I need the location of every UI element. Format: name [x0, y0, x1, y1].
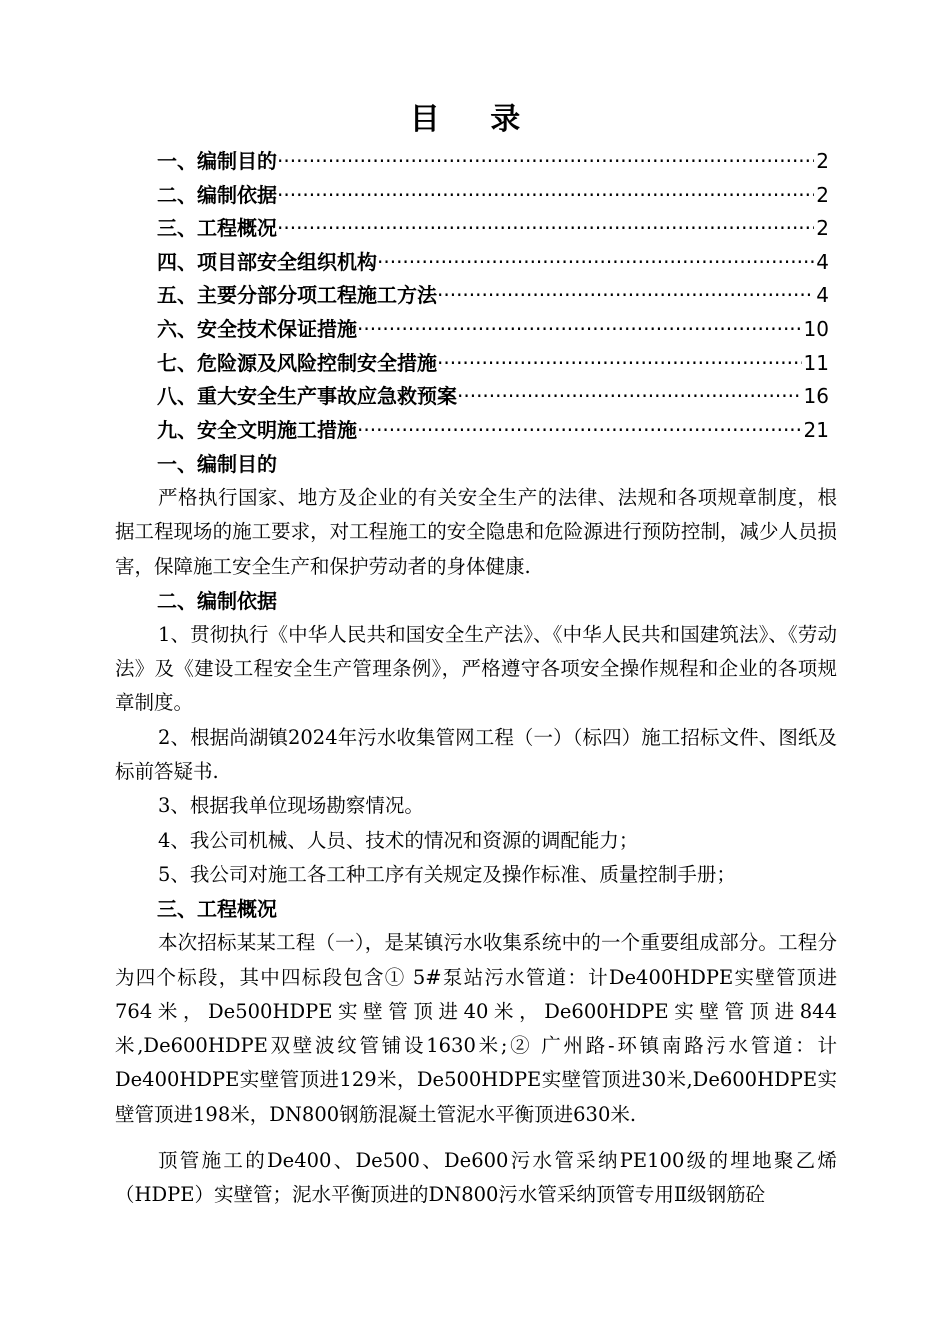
paragraph: 5、我公司对施工各工种工序有关规定及操作标准、质量控制手册；: [158, 862, 736, 886]
toc-leader-dots: [357, 313, 802, 347]
toc-entry[interactable]: [157, 246, 829, 280]
toc-entry-page: 2: [816, 182, 829, 207]
toc-entry-page: 10: [803, 316, 829, 341]
toc-entry[interactable]: [157, 380, 829, 414]
toc-entry-label: 七、危险源及风险控制安全措施: [157, 350, 437, 375]
paragraph: 本次招标某某工程（一），是某镇污水收集系统中的一个重要组成部分。工程分为四个标段，其中四标段包含① 5#泵站污水管道：计De400HDPE实壁管顶进764米，De500HDPE实壁管顶进40米，De600HDPE实壁管顶进844米,De600HDPE双壁波纹管铺设1630米;② 广州路-环镇南路污水管道：计De400HDPE实壁管顶进129米，De500HDPE实壁管顶进30米,De600HDPE实壁管顶进198米，DN800钢筋混凝土管泥水平衡顶进630米.: [115, 931, 837, 1126]
toc-entry-page: 16: [803, 384, 829, 409]
toc-entry-page: 2: [816, 216, 829, 241]
toc-entry[interactable]: [157, 347, 829, 381]
paragraph: 2、根据尚湖镇2024年污水收集管网工程（一）（标四）施工招标文件、图纸及标前答疑书.: [115, 725, 837, 784]
toc-leader-dots: [457, 380, 802, 414]
toc-entry[interactable]: [157, 179, 829, 213]
toc-entry-page: 11: [803, 350, 829, 375]
toc-entry[interactable]: [157, 414, 829, 448]
toc-entry-label: 三、工程概况: [157, 216, 277, 241]
toc-entry[interactable]: [157, 279, 829, 313]
toc-entry-label: 八、重大安全生产事故应急救预案: [157, 384, 457, 409]
toc-leader-dots: [277, 145, 814, 179]
paragraph: 严格执行国家、地方及企业的有关安全生产的法律、法规和各项规章制度，根据工程现场的施工要求，对工程施工的安全隐患和危险源进行预防控制，减少人员损害，保障施工安全生产和保护劳动者的身体健康.: [115, 486, 837, 578]
paragraph: 顶管施工的De400、De500、De600污水管采纳PE100级的埋地聚乙烯（HDPE）实壁管；泥水平衡顶进的DN800污水管采纳顶管专用Ⅱ级钢筋砼: [115, 1149, 837, 1207]
toc-entry-label: 一、编制目的: [157, 149, 277, 173]
table-of-contents: [157, 145, 829, 447]
toc-entry-page: 4: [816, 283, 829, 308]
toc-leader-dots: [377, 246, 814, 280]
toc-entry-label: 五、主要分部分项工程施工方法: [157, 283, 437, 308]
section-heading: 一、编制目的: [157, 452, 277, 476]
section-heading: 二、编制依据: [157, 588, 277, 613]
toc-entry-label: 四、项目部安全组织机构: [157, 249, 377, 274]
toc-leader-dots: [437, 279, 814, 313]
toc-entry-page: 21: [803, 417, 829, 442]
toc-entry-page: 2: [816, 149, 829, 173]
toc-entry[interactable]: [157, 145, 829, 179]
toc-entry-page: 4: [816, 249, 829, 274]
toc-leader-dots: [277, 212, 814, 246]
toc-entry-label: 二、编制依据: [157, 182, 277, 207]
paragraph: 4、我公司机械、人员、技术的情况和资源的调配能力；: [158, 828, 639, 852]
toc-entry-label: 九、安全文明施工措施: [157, 417, 357, 442]
paragraph: 1、贯彻执行《中华人民共和国安全生产法》、《中华人民共和国建筑法》、《劳动法》及《建设工程安全生产管理条例》，严格遵守各项安全操作规程和企业的各项规章制度。: [115, 622, 837, 715]
toc-title: 目 录: [409, 102, 541, 137]
toc-entry-label: 六、安全技术保证措施: [157, 316, 357, 341]
toc-entry[interactable]: [157, 212, 829, 246]
document-body: [115, 447, 837, 1213]
toc-leader-dots: [357, 414, 802, 448]
section-heading: 三、工程概况: [157, 897, 277, 922]
paragraph: 3、根据我单位现场勘察情况。: [158, 794, 424, 818]
toc-leader-dots: [277, 179, 814, 213]
toc-leader-dots: [437, 347, 802, 381]
toc-entry[interactable]: [157, 313, 829, 347]
